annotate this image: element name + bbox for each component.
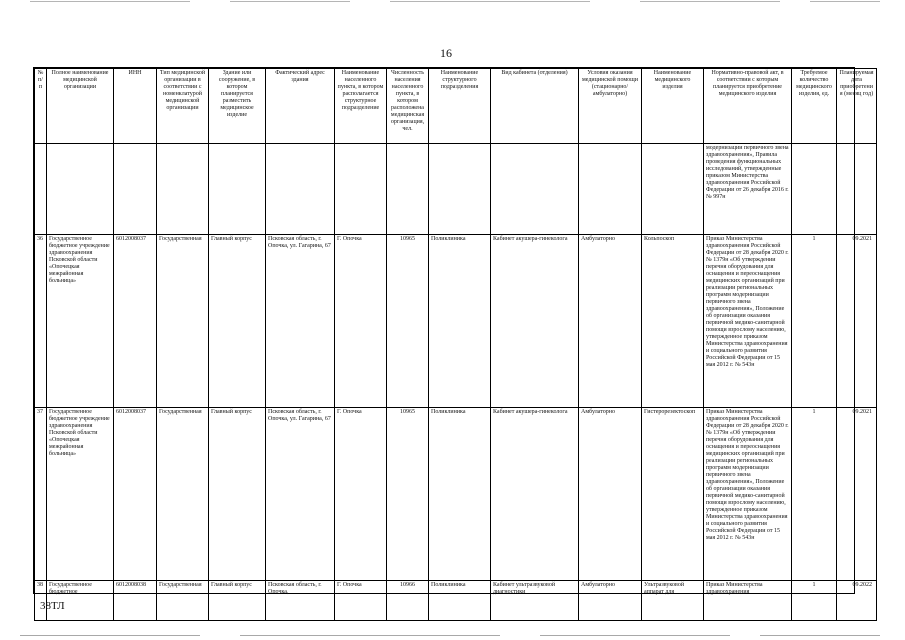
row-inn: 6012008037	[114, 235, 157, 408]
row-locality: Г. Опочка	[335, 408, 387, 581]
row-date: 09.2022	[837, 581, 877, 621]
header-locality: Наименование населенного пункта, в котором располагается структурное подразделение	[335, 69, 387, 144]
row-num: 37	[35, 408, 47, 581]
header-date: Планируемая дата приобретения (месяц год)	[837, 69, 877, 144]
table-header-row	[35, 69, 877, 144]
header-qty: Требуемое количество медицинского изделия, ед.	[792, 69, 837, 144]
row-date: 09.2021	[837, 408, 877, 581]
header-type: Тип медицинской организации в соответствии с номенклатурой медицинской организации	[157, 69, 209, 144]
row-address: Псковская область, г. Опочка, ул. Гагарина, 67	[266, 235, 335, 408]
header-device: Наименование медицинского изделия	[642, 69, 704, 144]
row-address: Псковская область, г. Опочка, ул. Гагарина, 67	[266, 408, 335, 581]
continuation-act-text: модернизации первичного звена здравоохранения», Правила проведения функциональных исследований, утвержденные приказом Министерства здравоохранения Российской Федерации от 26 декабря 2016 г. № 997н	[704, 144, 792, 235]
row-qty: 1	[792, 408, 837, 581]
row-cabinet: Кабинет акушера-гинеколога	[491, 235, 579, 408]
row-building: Главный корпус	[209, 408, 266, 581]
table-row	[35, 408, 877, 581]
row-cabinet: Кабинет акушера-гинеколога	[491, 408, 579, 581]
row-unit: Поликлиника	[429, 235, 491, 408]
table-row-continuation	[35, 144, 877, 235]
table-row	[35, 581, 877, 621]
header-unit: Наименование структурного подразделения	[429, 69, 491, 144]
page-number: 16	[440, 46, 452, 60]
row-building: Главный корпус	[209, 581, 266, 621]
row-type: Государственная	[157, 235, 209, 408]
header-population: Численность населения населенного пункта, в котором расположена медицинская организация, чел.	[387, 69, 429, 144]
row-cabinet: Кабинет ультразвуковой диагностики	[491, 581, 579, 621]
header-building: Здание или сооружение, в котором планируется разместить медицинское изделие	[209, 69, 266, 144]
header-org: Полное наименование медицинской организации	[47, 69, 114, 144]
row-device: Кольпоскоп	[642, 235, 704, 408]
row-locality: Г. Опочка	[335, 581, 387, 621]
row-population: 10965	[387, 235, 429, 408]
row-num: 36	[35, 235, 47, 408]
row-conditions: Амбулаторно	[579, 235, 642, 408]
row-act: Приказ Министерства здравоохранения Российской Федерации от 28 декабря 2020 г. № 1379н «Об утверждении перечня оборудования для оснащения и переоснащения медицинских организаций при реализации региональных программ модернизации первичного звена здравоохранения», Положение об организации оказания первичной медико-санитарной помощи взрослому населению, утвержденное приказом Министерства здравоохранения и социального развития Российской Федерации от 15 мая 2012 г. № 543н	[704, 235, 792, 408]
row-qty: 1	[792, 235, 837, 408]
row-qty: 1	[792, 581, 837, 621]
header-address: Фактический адрес здания	[266, 69, 335, 144]
row-act: Приказ Министерства здравоохранения Российской Федерации от 28 декабря 2020 г. № 1379н «Об утверждении перечня оборудования для оснащения и переоснащения медицинских организаций при реализации региональных программ модернизации первичного звена здравоохранения», Положение об организации оказания первичной медико-санитарной помощи взрослому населению, утвержденное приказом Министерства здравоохранения и социального развития Российской Федерации от 15 мая 2012 г. № 543н	[704, 408, 792, 581]
equipment-table-sheet	[33, 67, 874, 595]
scan-noise-bottom	[0, 634, 905, 637]
row-device: Гистерорезектоскоп	[642, 408, 704, 581]
header-act: Нормативно-правовой акт, в соответствии с которым планируется приобретение медицинского изделия	[704, 69, 792, 144]
table-row	[35, 235, 877, 408]
row-org: Государственное бюджетное учреждение здравоохранения Псковской области «Опочецкая межрайонная больница»	[47, 408, 114, 581]
row-num: 38	[35, 581, 47, 621]
row-device: Ультразвуковой аппарат для	[642, 581, 704, 621]
row-type: Государственная	[157, 408, 209, 581]
row-inn: 6012008037	[114, 408, 157, 581]
row-act: Приказ Министерства здравоохранения	[704, 581, 792, 621]
header-inn: ИНН	[114, 69, 157, 144]
equipment-table	[34, 68, 877, 621]
row-population: 10966	[387, 581, 429, 621]
row-unit: Поликлиника	[429, 581, 491, 621]
row-building: Главный корпус	[209, 235, 266, 408]
row-address: Псковская область, г. Опочка,	[266, 581, 335, 621]
row-conditions: Амбулаторно	[579, 581, 642, 621]
row-type: Государственная	[157, 581, 209, 621]
footer-code: 38ТЛ	[40, 600, 65, 612]
header-conditions: Условия оказания медицинской помощи (стационарно/ амбулаторно)	[579, 69, 642, 144]
row-population: 10965	[387, 408, 429, 581]
row-conditions: Амбулаторно	[579, 408, 642, 581]
header-num: № п/п	[35, 69, 47, 144]
row-org: Государственное бюджетное учреждение здравоохранения Псковской области «Опочецкая межрайонная больница»	[47, 235, 114, 408]
row-locality: Г. Опочка	[335, 235, 387, 408]
header-cabinet: Вид кабинета (отделения)	[491, 69, 579, 144]
scan-noise-top	[0, 0, 905, 4]
row-unit: Поликлиника	[429, 408, 491, 581]
row-inn: 6012008038	[114, 581, 157, 621]
row-date: 09.2021	[837, 235, 877, 408]
row-org: Государственное бюджетное	[47, 581, 114, 621]
